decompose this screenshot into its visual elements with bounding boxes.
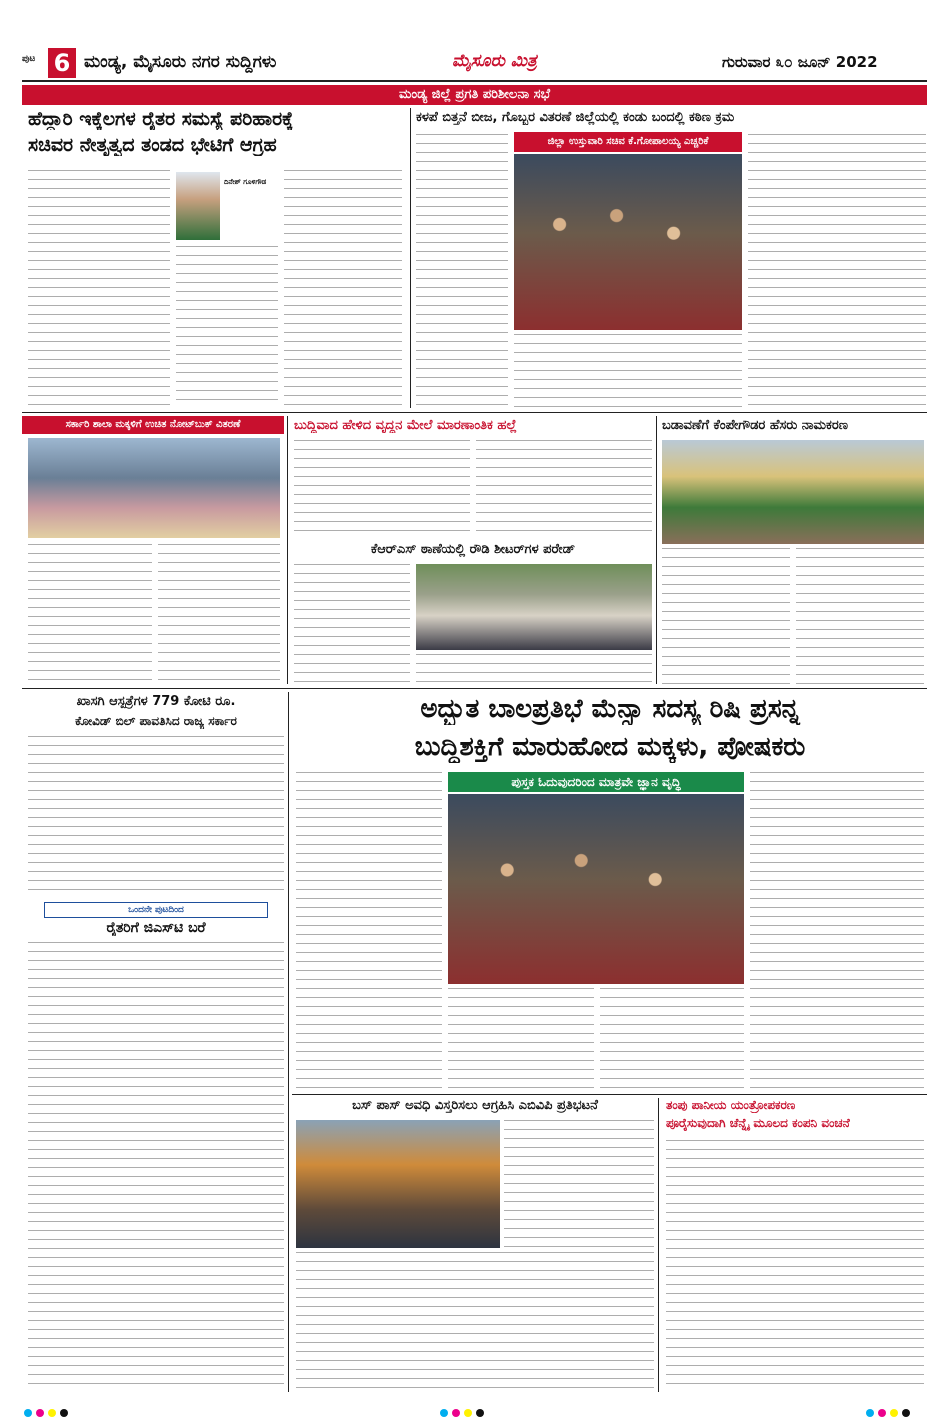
story3-body-2 [158,544,280,684]
story3-headline-box [22,416,284,434]
page-number: 6 [53,49,71,77]
story5-headline: ಬಡಾವಣೆಗೆ ಕೆಂಪೇಗೌಡರ ಹೆಸರು ನಾಮಕರಣ [662,418,848,433]
paper-name: ಮೈಸೂರು ಮಿತ್ರ [452,51,537,71]
page-number-box [48,48,76,78]
continued-body [28,942,284,1392]
page-label: ಪುಟ [22,54,36,64]
col-divider-2 [287,416,288,684]
story3-body [28,544,152,684]
story8-headline-line2: ಬುದ್ಧಿಶಕ್ತಿಗೆ ಮಾರುಹೋದ ಮಕ್ಕಳು, ಪೋಷಕರು [414,732,806,762]
col-divider-3 [656,416,657,684]
continued-headline: ರೈತರಿಗೆ ಜಿಎಸ್‌ಟಿ ಬರೆ [106,920,206,936]
story7-headline-line2: ಕೋವಿಡ್ ಬಿಲ್ ಪಾವತಿಸಿದ ರಾಜ್ಯ ಸರ್ಕಾರ [75,714,237,728]
story8-subhead: ಪುಸ್ತಕ ಓದುವುದರಿಂದ ಮಾತ್ರವೇ ಜ್ಞಾನ ವೃದ್ಧಿ [448,772,744,792]
continued-label-box [44,902,268,918]
story8-body-3 [600,988,744,1090]
story10-headline-line2: ಪೂರೈಸುವುದಾಗಿ ಚೆನ್ನೈ ಮೂಲದ ಕಂಪನಿ ವಂಚನೆ [666,1116,850,1130]
story9-body [504,1120,654,1248]
story2-body-2 [514,334,742,408]
story9-body-2 [296,1252,654,1392]
story3-headline: ಸರ್ಕಾರಿ ಶಾಲಾ ಮಕ್ಕಳಿಗೆ ಉಚಿತ ನೋಟ್‌ಬುಕ್ ವಿತರಣೆ [65,419,241,430]
story1-headline-line1: ಹೆದ್ದಾರಿ ಇಕ್ಕೆಲಗಳ ರೈತರ ಸಮಸ್ಯೆ ಪರಿಹಾರಕ್ಕೆ [28,108,294,130]
story2-body [416,134,508,408]
banner-title: ಮಂಡ್ಯ ಜಿಲ್ಲೆ ಪ್ರಗತಿ ಪರಿಶೀಲನಾ ಸಭೆ [399,87,550,102]
story8-body-4 [750,772,924,1090]
story2-photo [514,154,742,330]
story5-body-2 [796,548,924,684]
story7-headline-line1: ಖಾಸಗಿ ಆಸ್ಪತ್ರೆಗಳ 779 ಕೋಟಿ ರೂ. [76,694,236,709]
col-divider-1 [410,108,411,408]
col-divider-5 [658,1098,659,1392]
row-rule-3 [292,1094,927,1095]
row-rule-1 [22,412,927,413]
registration-marks-right [866,1402,914,1421]
story5-photo [662,440,924,544]
masthead-rule [22,80,927,82]
story1-photo-caption: ದಿನೇಶ್ ಗೂಳಿಗೌಡ [224,178,267,186]
story1-body [28,170,170,408]
row-rule-2 [22,688,927,689]
story9-photo [296,1120,500,1248]
story8-headline-line1: ಅದ್ಭುತ ಬಾಲಪ್ರತಿಭೆ ಮೆನ್ಸಾ ಸದಸ್ಯ ರಿಷಿ ಪ್ರಸನ್ನ [420,694,800,724]
registration-marks-center [440,1402,488,1421]
story8-photo [448,794,744,984]
story4-headline: ಬುದ್ದಿವಾದ ಹೇಳಿದ ವೃದ್ದನ ಮೇಲೆ ಮಾರಣಾಂತಿಕ ಹಲ್ಲೆ [294,418,517,433]
story1-body-3 [284,170,402,408]
story1-headline-line2: ಸಚಿವರ ನೇತೃತ್ವದ ತಂಡದ ಭೇಟಿಗೆ ಆಗ್ರಹ [28,134,277,156]
story10-body [666,1140,924,1392]
story5-body [662,548,790,684]
story2-subhead: ಜಿಲ್ಲಾ ಉಸ್ತುವಾರಿ ಸಚಿವ ಕೆ.ಗೋಪಾಲಯ್ಯ ಎಚ್ಚರಿಕೆ [547,136,709,147]
story6-headline: ಕೆಆರ್‌ಎಸ್ ಠಾಣೆಯಲ್ಲಿ ರೌಡಿ ಶೀಟರ್‌ಗಳ ಪರೇಡ್ [370,542,576,557]
story1-photo [176,172,220,240]
story6-body [294,564,410,684]
story2-subhead-box [514,132,742,152]
continued-label: ಒಂದನೇ ಪುಟದಿಂದ [128,905,184,915]
story10-headline-line1: ತಂಪು ಪಾನೀಯ ಯಂತ್ರೋಪಕರಣ [666,1098,796,1112]
registration-marks-left [24,1402,72,1421]
issue-date: ಗುರುವಾರ ೩೦ ಜೂನ್ 2022 [722,53,878,71]
story1-body-2 [176,246,278,408]
masthead [22,48,927,80]
story3-photo [28,438,280,538]
story7-body [28,736,284,896]
story2-headline: ಕಳಪೆ ಬಿತ್ತನೆ ಬೀಜ, ಗೊಬ್ಬರ ವಿತರಣೆ ಜಿಲ್ಲೆಯಲ್ಲಿ ಕಂಡು ಬಂದಲ್ಲಿ ಕಠಿಣ ಕ್ರಮ [416,110,735,125]
story8-body [296,772,442,1090]
col-divider-4 [288,692,289,1392]
story6-photo [416,564,652,650]
story9-headline: ಬಸ್ ಪಾಸ್ ಅವಧಿ ವಿಸ್ತರಿಸಲು ಆಗ್ರಹಿಸಿ ಎಬಿವಿಪಿ ಪ್ರತಿಭಟನೆ [352,1098,598,1113]
story8-body-2 [448,988,594,1090]
story6-body-2 [416,654,652,684]
story2-body-3 [748,134,926,408]
banner [22,85,927,105]
story4-body-2 [476,440,652,538]
section-title: ಮಂಡ್ಯ, ಮೈಸೂರು ನಗರ ಸುದ್ದಿಗಳು [84,52,277,72]
story4-body [294,440,470,538]
